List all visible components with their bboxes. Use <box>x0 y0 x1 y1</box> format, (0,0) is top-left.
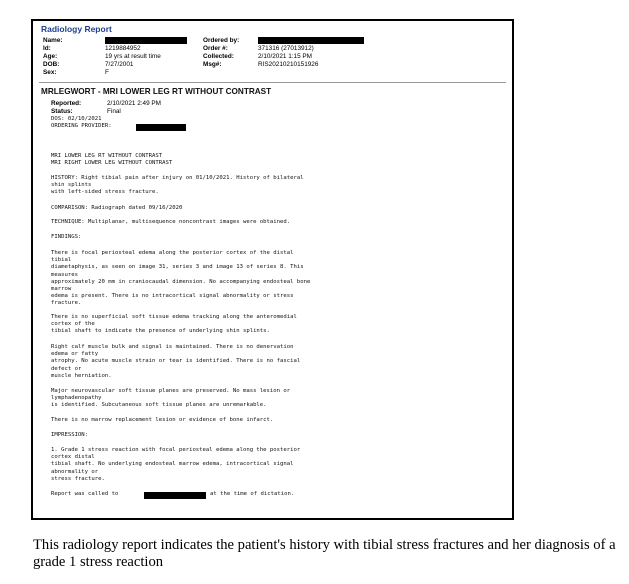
history-text: HISTORY: Right tibial pain after injury on 01/10/2021. History of bilateral shin splints with left-sided stress fracture. <box>51 175 304 196</box>
called-prefix: Report was called to <box>51 491 119 497</box>
exam-heading-2: MRI RIGHT LOWER LEG WITHOUT CONTRAST <box>51 160 173 166</box>
collected-label: Collected: <box>203 53 234 60</box>
dos-line: DOS: 02/10/2021 <box>51 116 102 122</box>
msg-value: RIS20210210151926 <box>258 61 319 68</box>
name-redaction <box>105 37 187 44</box>
exam-heading-1: MRI LOWER LEG RT WITHOUT CONTRAST <box>51 153 163 159</box>
sex-value: F <box>105 69 109 76</box>
id-value: 1219884952 <box>105 45 141 52</box>
collected-value: 2/10/2021 1:15 PM <box>258 53 313 60</box>
id-label: Id: <box>43 45 51 52</box>
report-frame <box>31 19 514 520</box>
dob-value: 7/27/2001 <box>105 61 134 68</box>
name-label: Name: <box>43 37 63 44</box>
figure-caption: This radiology report indicates the patient's history with tibial stress fractures and her diagnosis of a grade 1 stress reaction <box>33 537 616 570</box>
order-label: Order #: <box>203 45 228 52</box>
status-value: Final <box>107 108 121 115</box>
technique-text: TECHNIQUE: Multiplanar, multisequence noncontrast images were obtained. <box>51 219 291 225</box>
status-label: Status: <box>51 108 73 115</box>
report-title: Radiology Report <box>41 24 112 34</box>
findings-heading: FINDINGS: <box>51 234 82 240</box>
comparison-text: COMPARISON: Radiograph dated 09/16/2020 <box>51 205 183 211</box>
impression-heading: IMPRESSION: <box>51 432 89 438</box>
ordering-provider-label: ORDERING PROVIDER: <box>51 123 112 129</box>
report-header <box>41 24 501 80</box>
impression-text: 1. Grade 1 stress reaction with focal periosteal edema along the posterior cortex distal tibial shaft. No underlying endosteal marrow edema, intracortical signal abnormality or stress fracture. <box>51 447 301 482</box>
findings-paragraph-4: Major neurovascular soft tissue planes are preserved. No mass lesion or lymphadenopathy is identified. Subcutaneous soft tissue planes are unremarkable. <box>51 388 291 409</box>
reported-value: 2/10/2021 2:49 PM <box>107 100 162 107</box>
exam-title: MRLEGWORT - MRI LOWER LEG RT WITHOUT CONTRAST <box>41 87 272 96</box>
called-redaction <box>144 492 206 499</box>
ordered-by-redaction <box>258 37 364 44</box>
patient-meta <box>41 36 501 80</box>
findings-paragraph-3: Right calf muscle bulk and signal is maintained. There is no denervation edema or fatty atrophy. No acute muscle strain or tear is identified. There is no fascial defect or muscle herniation. <box>51 344 301 379</box>
reported-label: Reported: <box>51 100 82 107</box>
ordered-by-label: Ordered by: <box>203 37 240 44</box>
called-suffix: at the time of dictation. <box>210 491 295 497</box>
order-value: 371316 (27013912) <box>258 45 314 52</box>
msg-label: Msg#: <box>203 61 222 68</box>
findings-paragraph-2: There is no superficial soft tissue edema tracking along the anteromedial cortex of the tibial shaft to indicate the presence of underlying shin splints. <box>51 314 297 335</box>
sex-label: Sex: <box>43 69 57 76</box>
findings-paragraph-5: There is no marrow replacement lesion or evidence of bone infarct. <box>51 417 274 423</box>
age-value: 19 yrs at result time <box>105 53 161 60</box>
age-label: Age: <box>43 53 58 60</box>
report-status <box>51 100 251 116</box>
dob-label: DOB: <box>43 61 60 68</box>
header-divider <box>39 82 506 83</box>
findings-paragraph-1: There is focal periosteal edema along the posterior cortex of the distal tibial diametaphysis, as seen on image 31, series 3 and image 13 of series 8. This measures approximately 20 mm in craniocaudal dimension. No accompanying endosteal bone marrow edema is present. There is no intracortical signal abnormality or stress fracture. <box>51 250 311 307</box>
ordering-provider-redaction <box>136 124 186 131</box>
